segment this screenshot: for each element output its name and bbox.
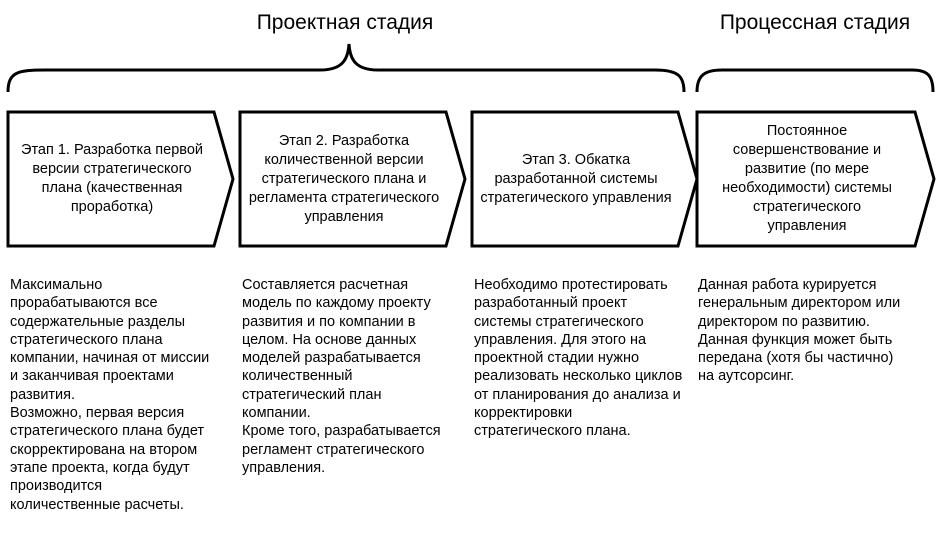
- step-3-description: Необходимо протестировать разработанный проект системы стратегического управления. Для этого на проектной стадии нужно реализовать несколько циклов от планирования до анализа и корректировки стратегического плана.: [474, 277, 683, 440]
- step-4-description: Данная работа курируется генеральным директором или директором по развитию. Данная функция может быть передана (хотя бы частично) на аутсорсинг.: [698, 277, 901, 385]
- project-stage-brace: [8, 44, 684, 92]
- process-stage-brace: [697, 70, 933, 92]
- process-stage-title: Процессная стадия: [719, 11, 911, 34]
- step-1-label: Этап 1. Разработка первой версии стратегического плана (качественная проработка): [21, 142, 203, 215]
- step-4-label: Постоянное совершенствование и развитие (по мере необходимости) системы стратегического управления: [722, 123, 892, 234]
- step-2-label: Этап 2. Разработка количественной версии стратегического плана и регламента стратегического управления: [248, 132, 440, 225]
- step-3-label: Этап 3. Обкатка разработанной системы стратегического управления: [480, 151, 672, 206]
- project-stage-title: Проектная стадия: [256, 11, 434, 34]
- step-1-description: Максимально прорабатываются все содержательные разделы стратегического плана компании, начиная от миссии и заканчивая проектами развития. Возможно, первая версия стратегического плана будет скорректирована на втором этапе проекта, когда будут производится количественные расчеты.: [10, 277, 210, 513]
- step-2-description: Составляется расчетная модель по каждому проекту развития и по компании в целом. На основе данных моделей разрабатывается количественный стратегический план компании. Кроме того, разрабатывается регламент стратегического управления.: [242, 277, 441, 476]
